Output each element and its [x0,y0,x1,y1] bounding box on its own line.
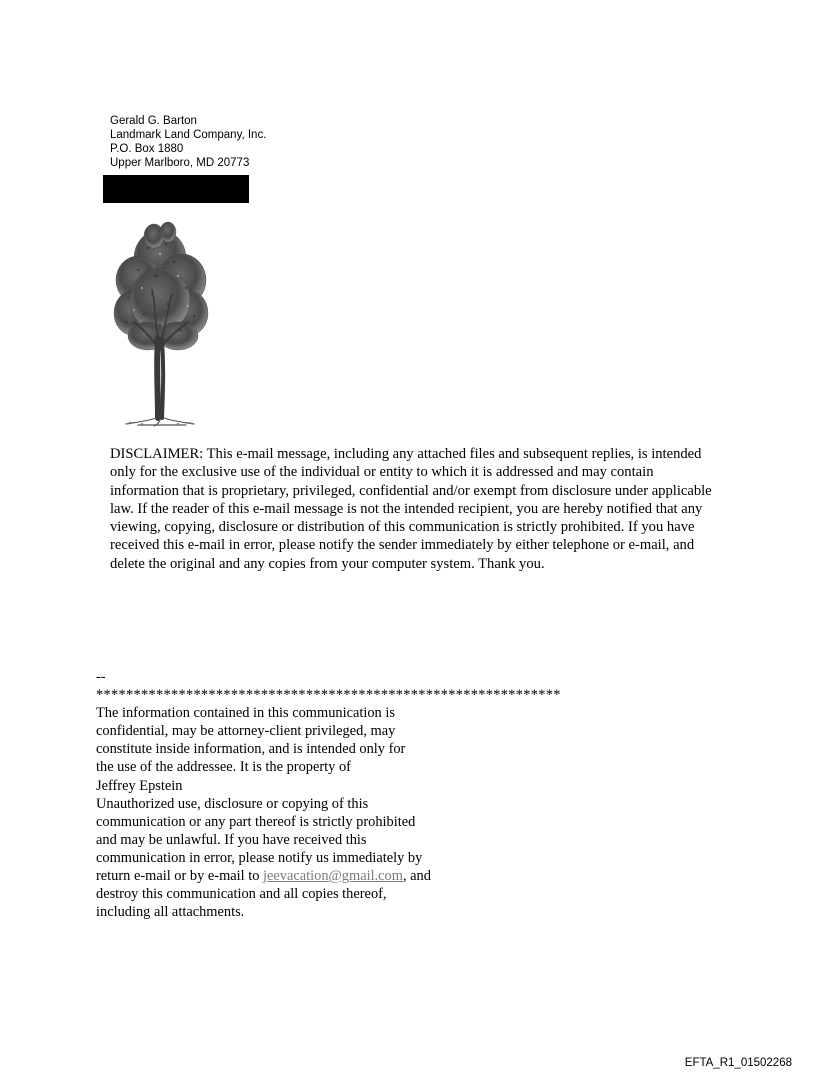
signature-city-line: Upper Marlboro, MD 20773 [110,157,250,169]
footer-line: confidential, may be attorney-client privileged, may [96,723,396,740]
signature-block [110,114,266,170]
redaction-bar [103,175,249,203]
signature-company: Landmark Land Company, Inc. [110,129,267,141]
signature-name: Gerald G. Barton [110,115,197,127]
footer-line: constitute inside information, and is intended only for [96,741,406,758]
footer-line: The information contained in this communication is [96,705,395,722]
footer-line: Jeffrey Epstein [96,777,183,794]
footer-line: destroy this communication and all copies thereof, [96,886,387,903]
disclaimer-paragraph: DISCLAIMER: This e-mail message, including any attached files and subsequent replies, is intended only for the exclusive use of the individual or entity to which it is addressed and may contain information that is proprietary, privileged, confidential and/or exempt from disclosure under applicable law. If the reader of this e-mail message is not the intended recipient, you are hereby notified that any viewing, copying, disclosure or distribution of this communication is strictly prohibited. If you have received this e-mail in error, please notify the sender immediately by either telephone or e-mail, and delete the original and any copies from your computer system. Thank you. [110,446,712,572]
footer-email-suffix: , and [402,868,431,885]
signature-po-box: P.O. Box 1880 [110,143,184,155]
footer-line: the use of the addressee. It is the property of [96,759,351,776]
footer-line: communication or any part thereof is strictly prohibited [96,813,416,830]
confidentiality-footer [96,668,576,921]
footer-stars-divider: ************************************************************** [96,687,561,704]
footer-email-line [96,867,576,885]
footer-email-prefix: return e-mail or by e-mail to [96,868,264,885]
footer-line: communication in error, please notify us immediately by [96,849,423,866]
footer-line: Unauthorized use, disclosure or copying of this [96,795,369,812]
footer-line: including all attachments. [96,904,245,921]
footer-dashes: -- [96,669,106,685]
footer-line: and may be unlawful. If you have received this [96,831,367,848]
document-id: EFTA_R1_01502268 [684,1057,792,1069]
oak-tree-icon [108,218,212,428]
email-link[interactable]: jeevacation@gmail.com [263,868,403,885]
